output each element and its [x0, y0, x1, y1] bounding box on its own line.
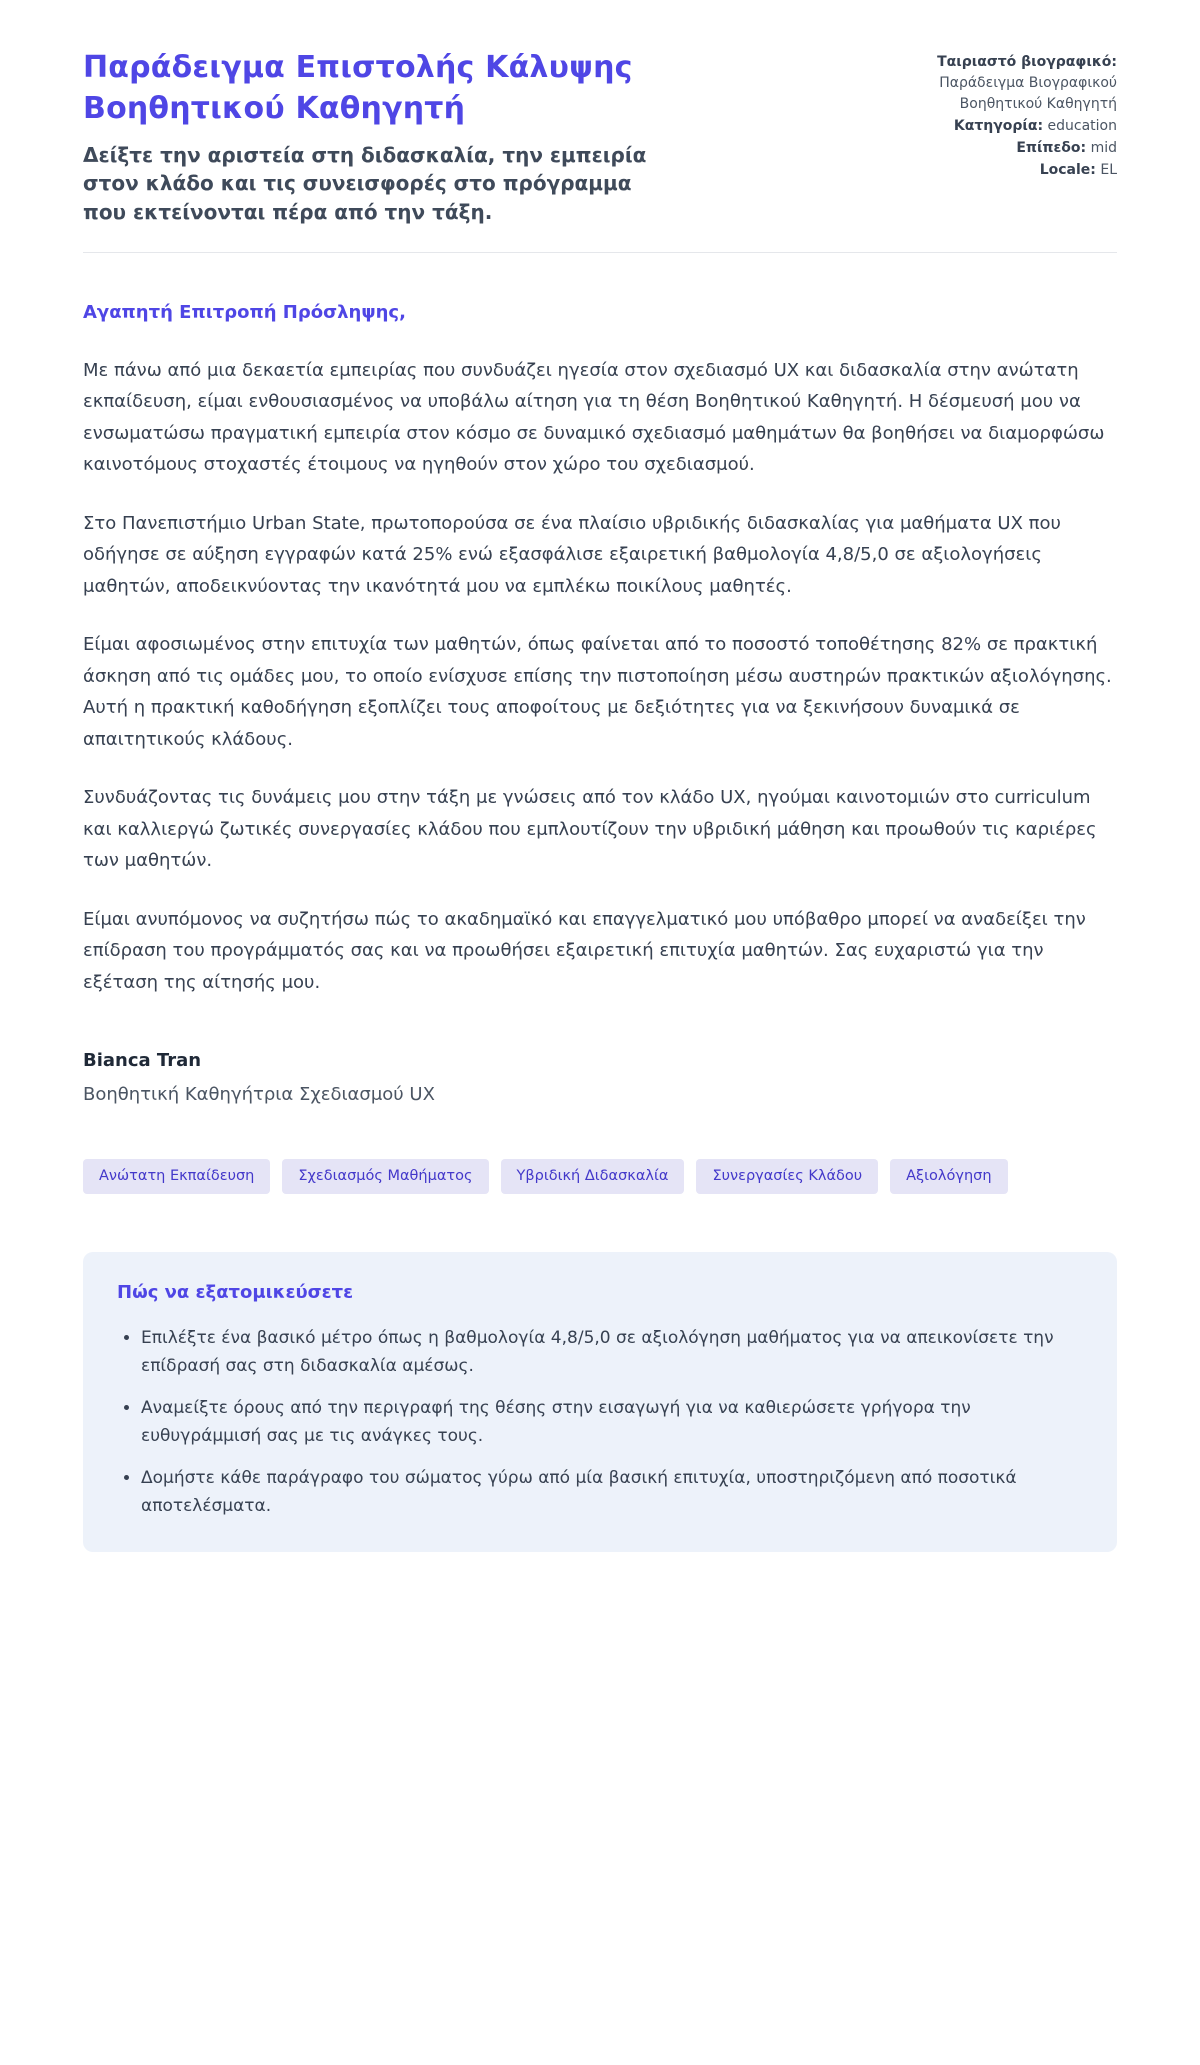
letter-paragraph-5: Είμαι ανυπόμονος να συζητήσω πώς το ακαδημαϊκό και επαγγελματικό μου υπόβαθρο μπορεί να αναδείξει την επίδραση του προγράμματός σας και να προωθήσει εξαιρετική επιτυχία μαθητών. Σας ευχαριστώ για την εξέταση της αίτησής μου.	[83, 908, 1086, 993]
tag-hybrid-teaching[interactable]: Υβριδική Διδασκαλία	[501, 1159, 685, 1194]
locale-label: Locale:	[1039, 162, 1096, 178]
letter-paragraph-4: Συνδυάζοντας τις δυνάμεις μου στην τάξη με γνώσεις από τον κλάδο UX, ηγούμαι καινοτομιών στο curriculum και καλλιεργώ ζωτικές συνεργασίες κλάδου που εμπλουτίζουν την υβριδική μάθηση και προωθούν τις καριέρες των μαθητών.	[83, 787, 1097, 872]
page-subtitle: Δείξτε την αριστεία στη διδασκαλία, την εμπειρία στον κλάδο και τις συνεισφορές στο πρόγραμμα που εκτείνονται πέρα από την τάξη.	[83, 143, 647, 224]
cover-letter-page	[83, 0, 1117, 1642]
tips-list	[117, 1325, 1083, 1520]
locale-value: EL	[1100, 162, 1117, 178]
letter-body	[83, 299, 1117, 1105]
tag-assessment[interactable]: Αξιολόγηση	[890, 1159, 1007, 1194]
signature-name: Bianca Tran	[83, 1050, 202, 1072]
level-value: mid	[1090, 140, 1117, 156]
letter-paragraph-2: Στο Πανεπιστήμιο Urban State, πρωτοπορούσα σε ένα πλαίσιο υβριδικής διδασκαλίας για μαθήματα UX που οδήγησε σε αύξηση εγγραφών κατά 25% ενώ εξασφάλισε εξαιρετική βαθμολογία 4,8/5,0 σε αξιολογήσεις μαθητών, αποδεικνύοντας την ικανότητά μου να εμπλέκω ποικίλους μαθητές.	[83, 512, 1061, 597]
meta-panel	[902, 48, 1117, 181]
category-value: education	[1047, 118, 1117, 134]
tip-item-2: • Αναμείξτε όρους από την περιγραφή της θέσης στην εισαγωγή για να καθιερώσετε γρήγορα την ευθυγράμμισή σας με τις ανάγκες τους.	[141, 1395, 1083, 1450]
meta-locale-line	[902, 160, 1117, 181]
letter-paragraph-1: Με πάνω από μια δεκαετία εμπειρίας που συνδυάζει ηγεσία στον σχεδιασμό UX και διδασκαλία στην ανώτατη εκπαίδευση, είμαι ενθουσιασμένος να υποβάλω αίτηση για τη θέση Βοηθητικού Καθηγητή. Η δέσμευσή μου να ενσωματώσω πραγματική εμπειρία στον κόσμο σε δυναμικό σχεδιασμό μαθημάτων θα βοηθήσει να διαμορφώσω καινοτόμους στοχαστές έτοιμους να ηγηθούν στον χώρο του σχεδιασμού.	[83, 359, 1105, 476]
letter-greeting: Αγαπητή Επιτροπή Πρόσληψης,	[83, 302, 406, 324]
matching-resume-value: Παράδειγμα Βιογραφικού Βοηθητικού Καθηγητή	[939, 75, 1117, 112]
matching-resume-label: Ταιριαστό βιογραφικό:	[937, 54, 1117, 70]
page-title: Παράδειγμα Επιστολής Κάλυψης Βοηθητικού Καθηγητή	[83, 50, 633, 126]
header	[83, 48, 1117, 226]
tip-item-1: • Επιλέξτε ένα βασικό μέτρο όπως η βαθμολογία 4,8/5,0 σε αξιολόγηση μαθήματος για να απεικονίσετε την επίδρασή σας στη διδασκαλία αμέσως.	[141, 1325, 1083, 1380]
meta-level-line	[902, 138, 1117, 159]
tag-list	[83, 1159, 1117, 1194]
meta-category-line	[902, 116, 1117, 137]
header-titles	[83, 48, 663, 226]
level-label: Επίπεδο:	[1016, 140, 1087, 156]
header-divider	[83, 252, 1117, 253]
tag-higher-education[interactable]: Ανώτατη Εκπαίδευση	[83, 1159, 270, 1194]
tips-title: Πώς να εξατομικεύσετε	[117, 1281, 354, 1303]
category-label: Κατηγορία:	[953, 118, 1044, 134]
signature-title: Βοηθητική Καθηγήτρια Σχεδιασμού UX	[83, 1084, 435, 1106]
customization-tips-box	[83, 1252, 1117, 1552]
tip-item-3: • Δομήστε κάθε παράγραφο του σώματος γύρω από μία βασική επιτυχία, υποστηριζόμενη από ποσοτικά αποτελέσματα.	[141, 1465, 1083, 1520]
tag-industry-partnerships[interactable]: Συνεργασίες Κλάδου	[696, 1159, 878, 1194]
letter-paragraph-3: Είμαι αφοσιωμένος στην επιτυχία των μαθητών, όπως φαίνεται από το ποσοστό τοποθέτησης 82% σε πρακτική άσκηση από τις ομάδες μου, το οποίο ενίσχυσε επίσης την πιστοποίηση μέσω αυστηρών πρακτικών αξιολόγησης. Αυτή η πρακτική καθοδήγηση εξοπλίζει τους αποφοίτους με δεξιότητες για να ξεκινήσουν δυναμικά σε απαιτητικούς κλάδους.	[83, 634, 1112, 750]
tag-course-design[interactable]: Σχεδιασμός Μαθήματος	[282, 1159, 488, 1194]
